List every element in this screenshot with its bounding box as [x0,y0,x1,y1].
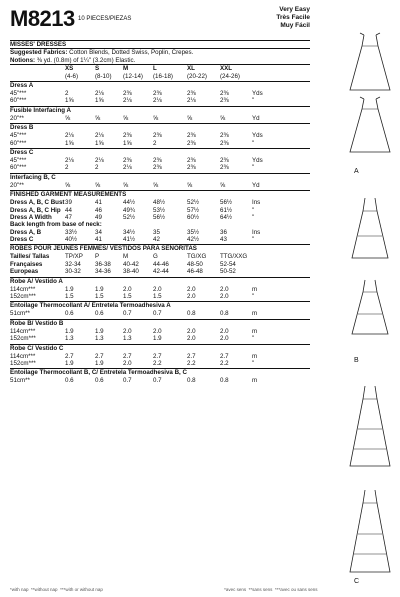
cell: 44 [65,206,72,214]
cell: 52½ [123,213,136,221]
cell: 0.8 [187,310,196,318]
unit: m [252,377,258,385]
back-length-row [10,229,310,236]
cell: 2⅛ [95,90,104,97]
cell: 2.0 [220,293,229,301]
unit: m [252,352,258,360]
yardage-section-title: Dress B [10,123,310,132]
difficulty-en: Very Easy [279,6,310,13]
cell: 49 [95,213,102,221]
unit: m [252,327,258,335]
dress-a-back-illustration [340,96,400,154]
metric-row [10,335,310,342]
cell: 0.7 [123,310,132,318]
row-label: 51cm** [10,310,30,318]
metric-section-title: Entoilage Thermocollant A/ Entretela Termoadhesiva A [10,301,310,310]
cell: 1.3 [95,335,104,343]
unit: Yd [252,114,260,122]
pieces-count: 10 PIECES/PIEZAS [78,16,132,22]
unit: " [252,97,255,105]
fabrics-label: Suggested Fabrics: [10,49,68,57]
cell: 1.9 [95,285,104,293]
cell: ⅝ [65,181,71,189]
cell: 2⅛ [65,156,74,164]
cell: 1.3 [65,335,74,343]
cell: 2⅜ [187,139,196,147]
footnotes: *with nap **without nap ***with or without nap *avec sens **sans sens ***avec ou sans sens [10,587,318,592]
cell: 39 [65,199,72,207]
unit: " [252,360,255,367]
cell: ⅝ [95,114,101,122]
metric-section-title: Entoilage Thermocollant B, C/ Entretela Termoadhesiva B, C [10,368,310,377]
row-label: 45"*** [10,156,27,164]
cell: 2⅜ [123,132,132,140]
cell: 2⅜ [187,156,196,164]
cell: 2.0 [220,327,229,335]
unit: m [252,285,258,293]
cell: 40½ [65,236,78,244]
dress-a-front-illustration [340,32,400,92]
cell: 41½ [123,236,136,244]
cell: 1.9 [95,327,104,335]
cell: 46-48 [187,268,203,276]
cell: 2.0 [220,335,229,343]
size-code: XL [187,65,195,73]
row-label: 152cm*** [10,335,36,343]
pattern-number: M8213 [10,6,75,31]
cell: 42½ [187,236,200,244]
unit: " [252,213,255,221]
cell: ⅝ [220,114,226,122]
cell: 2 [153,139,157,147]
cell: 2⅛ [65,132,74,140]
cell: 56½ [220,199,233,207]
cell: 2.7 [187,352,196,360]
size-tables [10,65,310,385]
difficulty-fr: Très Facile [276,14,310,21]
row-label: Dress A, B, C Bust [10,199,65,207]
unit: Yds [252,90,263,97]
cell: 35½ [187,228,200,236]
cell: 2⅛ [95,156,104,164]
section-title: MISSES' DRESSES [10,41,67,48]
cell: 0.6 [95,377,104,385]
metric-row [10,286,310,293]
cell: 43 [220,236,227,244]
cell: 48½ [153,199,166,207]
cell: 2.0 [187,327,196,335]
size-header [10,65,310,72]
cell: 2.7 [123,352,132,360]
cell: 2⅜ [153,156,162,164]
row-label: Dress A Width [10,213,52,221]
row-label: 152cm*** [10,293,36,301]
dress-b-back-illustration [340,278,400,336]
unit: " [252,164,255,172]
cell: 2⅜ [220,132,229,140]
cell: 2⅜ [220,97,229,105]
cell: 1⅝ [95,97,104,105]
cell: 46 [95,206,102,214]
cell: 32-34 [65,260,81,268]
cell: 2.0 [187,285,196,293]
cell: 2.7 [153,352,162,360]
row-label: 45"*** [10,132,27,140]
dress-b-front-illustration [340,196,400,260]
cell: 41 [95,199,102,207]
cell: 1.9 [95,360,104,367]
cell: 1⅝ [95,139,104,147]
yardage-row [10,140,310,147]
metric-row [10,377,310,384]
cell: 34 [95,228,102,236]
cell: 2.0 [123,327,132,335]
size-code: XS [65,65,74,73]
cell: 2⅜ [187,164,196,172]
cell: P [95,253,100,261]
row-label: 45"*** [10,90,27,97]
cell: 64½ [220,213,233,221]
cell: 49¾ [123,206,136,214]
unit: Ins [252,199,261,207]
cell: G [153,253,158,261]
finished-row [10,214,310,221]
cell: 2.0 [187,293,196,301]
metric-row [10,360,310,367]
unit: " [252,335,255,343]
cell: TP/XP [65,253,83,261]
cell: 0.7 [153,310,162,318]
size-code: S [95,65,100,73]
yardage-row [10,90,310,97]
cell: 2⅜ [123,90,132,97]
cell: 2⅜ [220,139,229,147]
cell: 48-50 [187,260,203,268]
metric-row [10,293,310,300]
cell: 1.9 [65,360,74,367]
cell: TTG/XXG [220,253,248,261]
cell: 61½ [220,206,233,214]
cell: 1⅝ [65,97,74,105]
row-label: 60"*** [10,139,27,147]
unit: Yds [252,132,263,140]
difficulty-es: Muy Fácil [280,22,310,29]
cell: 1.3 [123,335,132,343]
tailles-row [10,253,310,260]
size-range: (16-18) [153,72,173,80]
size-code: XXL [220,65,233,73]
metric-section-title: Robe A/ Vestido A [10,277,310,286]
cell: 2⅜ [153,90,162,97]
cell: 40-42 [123,260,139,268]
row-label: 60"*** [10,164,27,172]
cell: 1⅝ [65,139,74,147]
metric-section-title: Robe B/ Vestido B [10,319,310,328]
size-range: (12-14) [123,72,143,80]
cell: 1.9 [153,335,162,343]
cell: 1.5 [65,293,74,301]
size-range: (4-6) [65,72,79,80]
row-label: 60"*** [10,97,27,105]
yardage-row [10,97,310,104]
illustrations-column [318,0,400,597]
cell: ⅝ [65,114,71,122]
cell: 2.7 [65,352,74,360]
cell: 60½ [187,213,200,221]
cell: 2⅜ [153,132,162,140]
cell: 2⅛ [123,97,132,105]
size-range-row [10,73,310,80]
notions-label: Notions: [10,56,36,64]
cell: ⅝ [123,114,129,122]
yardage-section-title: Fusible Interfacing A [10,106,310,115]
pattern-envelope-back [10,6,310,385]
cell: 2⅜ [187,132,196,140]
finished-row [10,199,310,206]
cell: 0.8 [220,377,229,385]
cell: 34½ [123,228,136,236]
cell: 2⅜ [220,90,229,97]
cell: 2⅛ [187,97,196,105]
finished-measurements-title: FINISHED GARMENT MEASUREMENTS [10,190,310,199]
cell: M [123,253,129,261]
cell: 2.2 [187,360,196,367]
cell: 44-46 [153,260,169,268]
size-range: (24-26) [220,72,240,80]
cell: ⅝ [187,181,193,189]
back-length-row [10,236,310,243]
cell: 33½ [65,228,78,236]
cell: 2⅜ [153,164,162,172]
cell: 0.6 [65,377,74,385]
cell: 2.7 [95,352,104,360]
row-label: 114cm*** [10,327,36,335]
row-label: 114cm*** [10,352,36,360]
cell: 0.8 [220,310,229,318]
row-label: 20"** [10,114,24,122]
metric-section-title: Robe C/ Vestido C [10,344,310,353]
row-label: Dress C [10,236,34,244]
finished-row [10,207,310,214]
row-label: Tailles/ Tallas [10,253,50,261]
header [10,6,310,40]
fabrics-text: Cotton Blends, Dotted Swiss, Poplin, Crepes. [69,49,194,57]
cell: 2.0 [123,285,132,293]
cell: 38-40 [123,268,139,276]
cell: 2.7 [220,352,229,360]
cell: 1.9 [65,285,74,293]
size-code: M [123,65,129,73]
metric-row [10,310,310,317]
cell: 2 [65,164,69,172]
row-label: Françaises [10,260,43,268]
cell: 2⅜ [220,156,229,164]
size-code: L [153,65,157,73]
cell: 1.9 [65,327,74,335]
row-label: 51cm** [10,377,30,385]
europeas-row [10,268,310,275]
notions-text: ⅜ yd. (0.8m) of 1¼" (3.2cm) Elastic. [36,56,136,64]
metric-row [10,328,310,335]
cell: 2 [65,90,69,97]
yardage-row [10,115,310,122]
cell: 1.5 [153,293,162,301]
row-label: Dress A, B [10,228,42,236]
unit: " [252,236,255,244]
yardage-section-title: Dress A [10,81,310,90]
cell: 53½ [153,206,166,214]
unit: " [252,293,255,301]
cell: TG/XG [187,253,207,261]
cell: 50-52 [220,268,236,276]
unit: m [252,310,258,318]
cell: ⅝ [187,114,193,122]
cell: 30-32 [65,268,81,276]
cell: 36 [220,228,227,236]
cell: 41 [95,236,102,244]
cell: 56½ [153,213,166,221]
cell: 42 [153,236,160,244]
cell: ⅝ [123,181,129,189]
cell: ⅝ [220,181,226,189]
dress-c-front-illustration [340,384,400,468]
cell: 2.0 [153,285,162,293]
cell: 0.7 [153,377,162,385]
cell: 57½ [187,206,200,214]
cell: 52½ [187,199,200,207]
francaises-row [10,261,310,268]
cell: 2 [95,164,99,172]
row-label: 152cm*** [10,360,36,367]
cell: 2⅛ [95,132,104,140]
yardage-section-title: Interfacing B, C [10,173,310,182]
cell: 2⅛ [153,97,162,105]
cell: ⅝ [95,181,101,189]
size-range: (8-10) [95,72,112,80]
cell: 2⅛ [123,164,132,172]
view-label-c: C [354,578,360,585]
unit: " [252,206,255,214]
metric-row [10,353,310,360]
dress-c-back-illustration [340,488,400,574]
cell: 1⅝ [123,139,132,147]
size-range: (20-22) [187,72,207,80]
unit: Ins [252,228,261,236]
metric-title: ROBES POUR JEUNES FEMMES/ VESTIDOS PARA SEÑORITAS [10,244,310,253]
cell: 1.5 [95,293,104,301]
difficulty [276,6,310,30]
cell: 36-38 [95,260,111,268]
cell: 42-44 [153,268,169,276]
cell: 44½ [123,199,136,207]
view-label-a: A [354,168,359,175]
cell: 2.0 [123,360,132,367]
yardage-row [10,157,310,164]
cell: 52-54 [220,260,236,268]
cell: 2⅜ [220,164,229,172]
unit: Yd [252,181,260,189]
yardage-row [10,182,310,189]
row-label: 114cm*** [10,285,36,293]
cell: 0.6 [65,310,74,318]
cell: 2.2 [153,360,162,367]
cell: 1.5 [123,293,132,301]
back-length-title: Back length from base of neck: [10,221,102,229]
cell: ⅝ [153,181,159,189]
row-label: 20"** [10,181,24,189]
cell: 2.0 [220,285,229,293]
unit: Yds [252,156,263,164]
row-label: Dress A, B, C Hip [10,206,61,214]
yardage-row [10,164,310,171]
cell: 0.7 [123,377,132,385]
cell: 2.0 [153,327,162,335]
cell: 0.8 [187,377,196,385]
cell: 2.2 [220,360,229,367]
cell: 47 [65,213,72,221]
yardage-row [10,132,310,139]
row-label: Europeas [10,268,39,276]
cell: 35 [153,228,160,236]
yardage-section-title: Dress C [10,148,310,157]
cell: 2⅜ [123,156,132,164]
cell: 2.0 [187,335,196,343]
cell: 34-36 [95,268,111,276]
unit: " [252,139,255,147]
cell: 0.6 [95,310,104,318]
cell: 2⅜ [187,90,196,97]
view-label-b: B [354,357,359,364]
cell: ⅝ [153,114,159,122]
